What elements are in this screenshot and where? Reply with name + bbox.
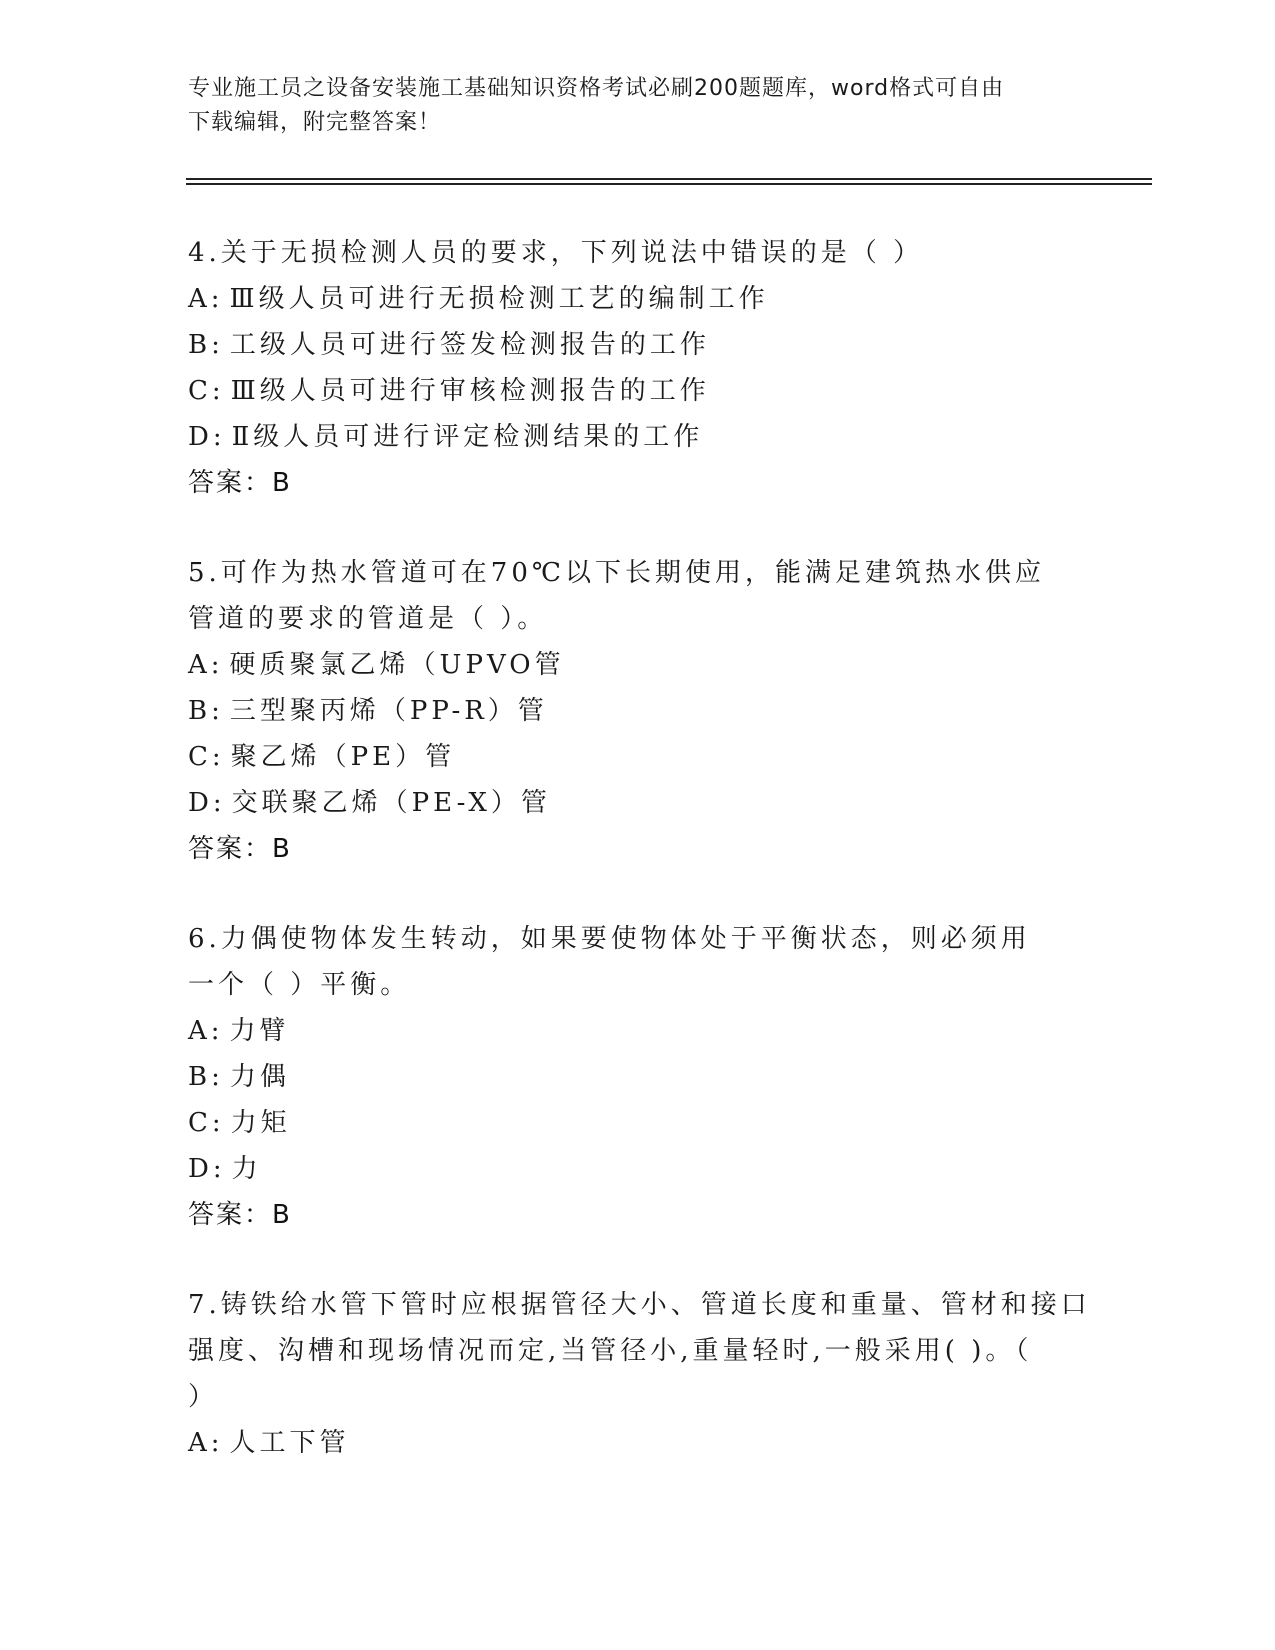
option-c [188, 1100, 1068, 1146]
option-letter: D: [188, 422, 226, 452]
option-letter: A: [188, 650, 224, 680]
option-letter: A: [188, 1016, 224, 1046]
option-d [188, 414, 1068, 460]
option-letter: A: [188, 1428, 224, 1458]
question-4 [188, 230, 1068, 506]
option-c [188, 368, 1068, 414]
header-line-1: 专业施工员之设备安装施工基础知识资格考试必刷200题题库，word格式可自由 [188, 76, 1005, 101]
option-letter: C: [188, 1108, 225, 1138]
question-stem: 4.关于无损检测人员的要求，下列说法中错误的是（ ） [188, 238, 924, 268]
option-text: 人工下管 [229, 1428, 350, 1458]
header-divider-top [186, 178, 1152, 180]
option-text: 力臂 [229, 1016, 290, 1046]
question-stem-line-3: ） [188, 1382, 219, 1412]
option-text: 聚乙烯（PE）管 [230, 742, 456, 772]
header-line-2: 下载编辑，附完整答案！ [188, 110, 442, 135]
question-stem: 5.可作为热水管道可在70℃以下长期使用，能满足建筑热水供应管道的要求的管道是（ ）。 [188, 558, 1045, 634]
option-text: 力偶 [229, 1062, 290, 1092]
question-list [188, 230, 1091, 1510]
option-a [188, 1420, 1068, 1466]
question-stem-line-1: 7.铸铁给水管下管时应根据管径大小、管道长度和重量、管材和接口 [188, 1290, 1091, 1320]
option-b [188, 688, 1068, 734]
option-letter: D: [188, 788, 226, 818]
question-7 [188, 1282, 1091, 1466]
option-text: 力矩 [230, 1108, 291, 1138]
option-d [188, 1146, 1068, 1192]
option-letter: B: [188, 330, 224, 360]
option-letter: C: [188, 376, 225, 406]
option-text: Ⅲ级人员可进行无损检测工艺的编制工作 [229, 284, 769, 314]
question-stem-line-2: 强度、沟槽和现场情况而定,当管径小,重量轻时,一般采用( )。（ [188, 1336, 1033, 1366]
document-header [188, 72, 1068, 140]
option-letter: B: [188, 696, 224, 726]
option-letter: A: [188, 284, 224, 314]
option-b [188, 1054, 1068, 1100]
option-text: 工级人员可进行签发检测报告的工作 [229, 330, 710, 360]
option-text: 三型聚丙烯（PP-R）管 [229, 696, 548, 726]
answer-text: 答案：B [188, 1200, 292, 1230]
option-d [188, 780, 1068, 826]
question-5 [188, 550, 1068, 872]
option-a [188, 276, 1068, 322]
option-letter: D: [188, 1154, 226, 1184]
option-letter: C: [188, 742, 225, 772]
option-a [188, 642, 1068, 688]
header-divider-bottom [186, 183, 1152, 185]
option-text: Ⅱ级人员可进行评定检测结果的工作 [231, 422, 704, 452]
question-stem: 6.力偶使物体发生转动，如果要使物体处于平衡状态，则必须用一个（ ）平衡。 [188, 924, 1031, 1000]
option-b [188, 322, 1068, 368]
answer-text: 答案：B [188, 834, 292, 864]
option-letter: B: [188, 1062, 224, 1092]
option-text: 硬质聚氯乙烯（UPVO管 [229, 650, 565, 680]
option-c [188, 734, 1068, 780]
option-text: Ⅲ级人员可进行审核检测报告的工作 [230, 376, 710, 406]
option-a [188, 1008, 1068, 1054]
answer-text: 答案：B [188, 468, 292, 498]
option-text: 力 [231, 1154, 262, 1184]
option-text: 交联聚乙烯（PE-X）管 [231, 788, 551, 818]
question-6 [188, 916, 1068, 1238]
